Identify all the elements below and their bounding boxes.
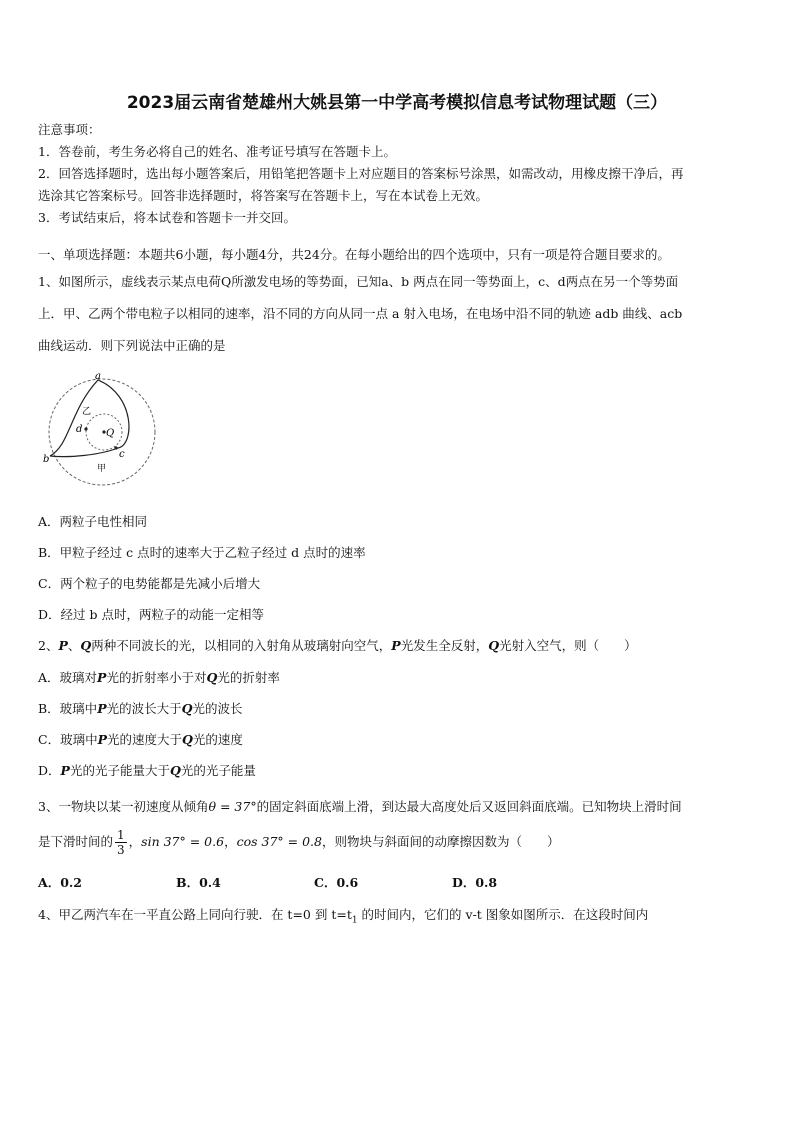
q2-stem (38, 636, 637, 654)
notice-item-2-cont: 选涂其它答案标号。回答非选择题时，将答案写在答题卡上，写在本试卷上无效。 (38, 188, 489, 203)
q2-stem-mid2: 光发生全反射， (400, 638, 489, 653)
q2-d-pre: D． (38, 763, 61, 778)
label-c: c (119, 449, 125, 460)
q2-b-pre: B．玻璃中 (38, 701, 98, 716)
notice-item-1: 1．答卷前，考生务必将自己的姓名、准考证号填写在答题卡上。 (38, 144, 396, 159)
q3-options (38, 873, 590, 891)
q2-a-pre: A．玻璃对 (38, 670, 98, 685)
q2-a-end: 光的折射率 (217, 670, 280, 685)
q3-line2-pre: 是下滑时间的 (38, 834, 114, 849)
trajectory-adb (50, 380, 98, 456)
q2-c-q: Q (182, 732, 193, 747)
label-q: Q (106, 428, 115, 439)
q2-a-q: Q (206, 670, 218, 685)
q2-d-q: Q (169, 763, 181, 778)
q3-line1-end: 的固定斜面底端上滑，到达最大高度处后又返回斜面底端。已知物块上滑时间 (256, 799, 682, 814)
q2-b-q: Q (181, 701, 193, 716)
label-yi: 乙 (82, 407, 92, 417)
q1-option-b: B．甲粒子经过 c 点时的速率大于乙粒子经过 d 点时的速率 (38, 545, 366, 560)
q1-option-d: D．经过 b 点时，两粒子的动能一定相等 (38, 607, 264, 622)
q2-symbol-p2: P (391, 638, 401, 653)
q2-option-d (38, 761, 256, 779)
q2-stem-mid: 两种不同波长的光，以相同的入射角从玻璃射向空气， (91, 638, 392, 653)
q1-option-c: C．两个粒子的电势能都是先减小后增大 (38, 576, 261, 591)
q3-sin: sin 37° = 0.6 (141, 834, 225, 849)
q3-stem-line2 (38, 828, 559, 857)
q1-stem-line2: 上．甲、乙两个带电粒子以相同的速率，沿不同的方向从同一点 a 射入电场，在电场中沿不同的轨迹 adb 曲线、acb (38, 306, 683, 321)
point-c-dot (114, 446, 117, 449)
q1-option-a: A．两粒子电性相同 (38, 514, 148, 529)
q2-d-mid: 光的光子能量大于 (69, 763, 170, 778)
q3-line2-end: ，则物块与斜面间的动摩擦因数为（ ） (321, 834, 560, 849)
point-d-dot (84, 427, 87, 430)
q2-symbol-q2: Q (488, 638, 500, 653)
q3-option-c: C．0.6 (314, 875, 359, 890)
q2-c-pre: C．玻璃中 (38, 732, 98, 747)
q1-figure (40, 370, 165, 495)
page-title: 2023届云南省楚雄州大姚县第一中学高考模拟信息考试物理试题（三） (126, 93, 668, 113)
q2-c-end: 光的速度 (192, 732, 243, 747)
q2-stem-end: 光射入空气，则（ ） (499, 638, 637, 653)
q2-d-p: P (60, 763, 70, 778)
q2-a-mid: 光的折射率小于对 (106, 670, 207, 685)
label-d: d (76, 424, 83, 435)
q3-stem-line1 (38, 797, 682, 815)
q3-fraction (115, 828, 127, 857)
q3-frac-denominator: 3 (117, 843, 125, 857)
trajectory-acb (50, 380, 129, 457)
q3-cos: cos 37° = 0.8 (236, 834, 322, 849)
q4-pre: 4、甲乙两汽车在一平直公路上同向行驶．在 t=0 到 t=t (38, 907, 352, 922)
q4-stem (38, 905, 648, 926)
q3-sep-2: ， (224, 834, 237, 849)
q2-symbol-q: Q (80, 638, 92, 653)
q2-option-b (38, 699, 243, 717)
notice-item-2: 2．回答选择题时，选出每小题答案后，用铅笔把答题卡上对应题目的答案标号涂黑，如需改动，用橡皮擦干净后，再 (38, 166, 684, 181)
q3-frac-numerator: 1 (117, 828, 125, 842)
q2-c-mid: 光的速度大于 (106, 732, 182, 747)
q2-b-p: P (97, 701, 107, 716)
q2-option-a (38, 668, 280, 686)
q2-option-c (38, 730, 243, 748)
q4-end: 的时间内，它们的 v-t 图象如图所示．在这段时间内 (357, 907, 649, 922)
q2-comma: 、 (67, 638, 81, 653)
q2-number: 2、 (38, 638, 59, 653)
q2-c-p: P (97, 732, 107, 747)
q3-option-a: A．0.2 (38, 875, 82, 890)
q4-subscript: 1 (351, 915, 358, 926)
q1-stem-line3: 曲线运动．则下列说法中正确的是 (38, 338, 226, 353)
q3-option-d: D．0.8 (452, 875, 498, 890)
q2-d-end: 光的光子能量 (180, 763, 256, 778)
q3-sep-1: ， (128, 834, 142, 849)
notice-item-3: 3．考试结束后，将本试卷和答题卡一并交回。 (38, 210, 296, 225)
label-a: a (95, 371, 101, 382)
q3-option-b: B．0.4 (176, 875, 221, 890)
q1-stem-line1: 1、如图所示，虚线表示某点电荷Q所激发电场的等势面，已知a、b 两点在同一等势面上，c、d两点在另一个等势面 (38, 274, 679, 289)
q2-symbol-p: P (58, 638, 68, 653)
q2-b-end: 光的波长 (192, 701, 243, 716)
q2-a-p: P (97, 670, 107, 685)
q3-angle: θ = 37° (208, 799, 257, 814)
q3-pre: 3、一物块以某一初速度从倾角 (38, 799, 209, 814)
notice-heading: 注意事项： (38, 122, 101, 137)
q2-b-mid: 光的波长大于 (106, 701, 182, 716)
label-jia: 甲 (97, 464, 107, 474)
section-heading: 一、单项选择题：本题共6小题，每小题4分，共24分。在每小题给出的四个选项中，只有一项是符合题目要求的。 (38, 247, 670, 262)
label-b: b (43, 454, 50, 465)
